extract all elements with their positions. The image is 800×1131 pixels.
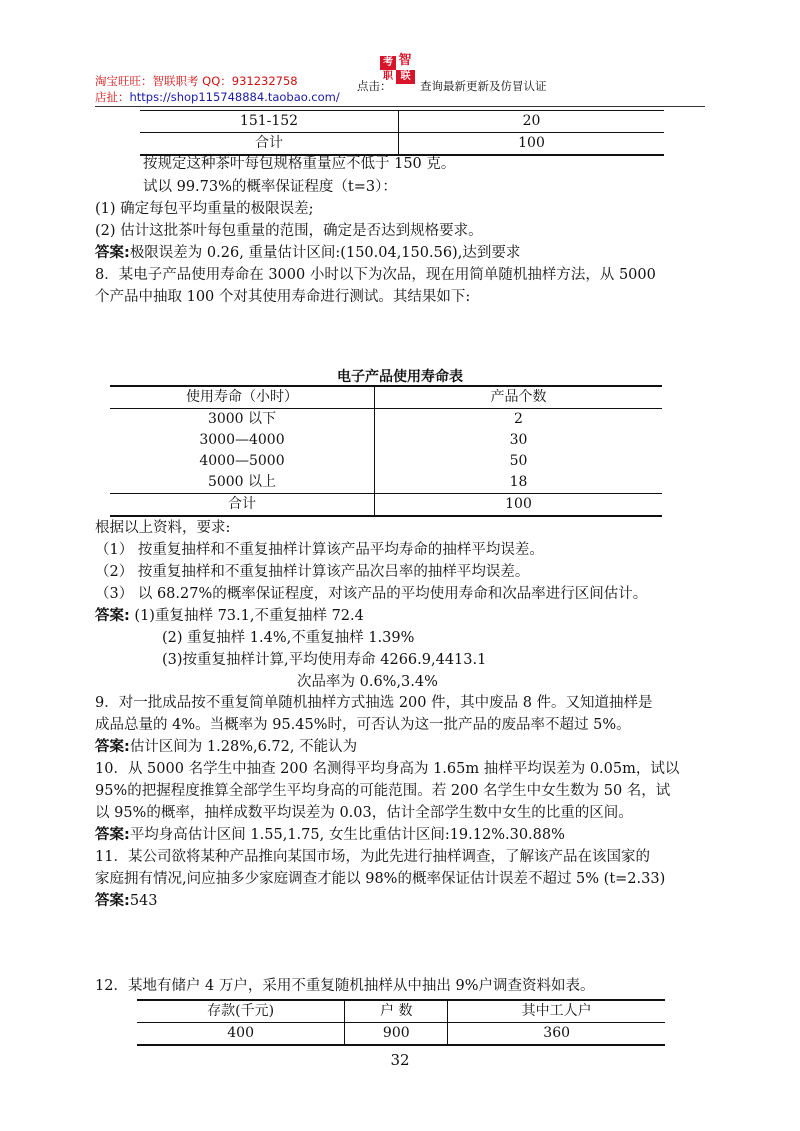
answer-label: 答案: [95,739,130,755]
table-cell: 合计 [110,494,375,517]
q10-line-2: 95%的把握程度推算全部学生平均身高的可能范围。若 200 名学生中女生数为 50 名，试 [95,783,671,799]
table-header-row [137,1000,665,1023]
zhilian-logo[interactable] [380,52,416,86]
table-cell: 30 [509,432,528,448]
q11-answer [95,891,158,911]
table-row [110,451,662,472]
savings-table [137,999,665,1046]
table-cell: 900 [345,1023,448,1046]
table-header-cell: 户 数 [345,1000,448,1023]
table-header-cell: 产品个数 [375,386,663,409]
header-shop-info [95,73,340,105]
table-cell: 20 [399,111,665,133]
page-number: 32 [390,1051,410,1069]
q11-line-2: 家庭拥有情况,问应抽多少家庭调查才能以 98%的概率保证估计误差不超过 5% (t=2.33) [95,871,666,887]
logo-char-2: 智 [398,53,412,68]
q8-req-2: （2） 按重复抽样和不重复抽样计算该产品次吕率的抽样平均误差。 [95,564,530,580]
header-click-label: 点击： [357,79,392,93]
q9-answer [95,737,357,757]
table-cell: 100 [375,494,663,517]
q8-answer-1 [95,606,364,626]
q8-answer-4: 次品率为 0.6%,3.4% [297,674,438,690]
table-header-cell: 其中工人户 [448,1000,665,1023]
answer-text: (1)重复抽样 73.1,不重复抽样 72.4 [134,608,364,624]
table-row [137,1023,665,1046]
q7-line-4: (2) 估计这批茶叶每包重量的范围，确定是否达到规格要求。 [95,223,483,239]
lifespan-table-title: 电子产品使用寿命表 [337,369,463,385]
table-cell: 400 [137,1023,345,1046]
table-cell: 2 [514,411,523,427]
logo-char-3: 职 [383,71,393,82]
table-row [140,111,664,133]
q8-req-1: （1） 按重复抽样和不重复抽样计算该产品平均寿命的抽样平均误差。 [95,542,544,558]
header-divider [95,106,705,107]
table-cell: 151-152 [140,111,399,133]
table-cell: 100 [399,133,665,156]
q7-line-1: 按规定这种茶叶每包规格重量应不低于 150 克。 [143,156,456,172]
table-row [110,409,662,431]
q7-line-2: 试以 99.73%的概率保证程度（t=3）： [143,179,397,195]
header-shop-url[interactable]: https://shop115748884.taobao.com/ [129,90,340,104]
header-url-label: 店扯： [95,90,130,104]
table-cell: 4000—5000 [110,451,375,472]
q10-line-1: 10．从 5000 名学生中抽查 200 名测得平均身高为 1.65m 抽样平均误差为 0.05m，试以 [95,761,680,777]
header-shop-line: 淘宝旺旺：智联职考 QQ：931232758 [95,74,298,88]
q8-line-2: 个产品中抽取 100 个对其使用寿命进行测试。其结果如下: [95,289,471,305]
table-row [110,430,662,451]
logo-char-1: 考 [380,56,396,70]
answer-label: 答案: [95,608,130,624]
table-cell: 50 [509,453,528,469]
table-cell: 3000—4000 [110,430,375,451]
answer-text: 估计区间为 1.28%,6.72, 不能认为 [129,739,358,755]
answer-text: 极限误差为 0.26, 重量估计区间:(150.04,150.56),达到要求 [129,245,521,261]
lifespan-table [110,385,662,517]
answer-text: 543 [129,893,158,909]
table-row [110,472,662,494]
table-total-row [110,494,662,517]
q9-line-2: 成品总量的 4%。当概率为 95.45%时，可否认为这一批产品的废品率不超过 5%。 [95,717,631,733]
answer-text: 平均身高估计区间 1.55,1.75, 女生比重估计区间:19.12%.30.88% [129,827,565,843]
answer-label: 答案: [95,245,130,261]
logo-char-4: 联 [396,70,415,84]
q8-line-1: 8．某电子产品使用寿命在 3000 小时以下为次品，现在用简单随机抽样方法，从 5000 [95,267,656,283]
q7-line-3: (1) 确定每包平均重量的极限误差; [95,201,314,217]
q8-answer-2: (2) 重复抽样 1.4%,不重复抽样 1.39% [162,630,415,646]
table-cell: 3000 以下 [110,409,375,431]
q12-line-1: 12．某地有储户 4 万户，采用不重复随机抽样从中抽出 9%户调查资料如表。 [95,978,595,994]
table-header-cell: 存款(千元) [137,1000,345,1023]
q7-answer [95,243,520,263]
q8-req-3: （3） 以 68.27%的概率保证程度，对该产品的平均使用寿命和次品率进行区间估计。 [95,586,648,602]
q10-answer [95,825,565,845]
q8-requirements: 根据以上资料，要求: [95,520,231,536]
q9-line-1: 9．对一批成品按不重复简单随机抽样方式抽选 200 件，其中废品 8 件。又知道抽样是 [95,695,653,711]
table-header-cell: 使用寿命（小时） [110,386,375,409]
table-header-row [110,386,662,409]
table-cell: 18 [509,474,528,490]
q10-line-3: 以 95%的概率，抽样成数平均误差为 0.03，估计全部学生数中女生的比重的区间。 [95,805,633,821]
table-cell: 5000 以上 [110,472,375,494]
answer-label: 答案: [95,893,130,909]
table-row [140,133,664,156]
q8-answer-3: (3)按重复抽样计算,平均使用寿命 4266.9,4413.1 [162,652,487,668]
answer-label: 答案: [95,827,130,843]
tea-weight-table [140,110,664,156]
q11-line-1: 11．某公司欲将某种产品推向某国市场，为此先进行抽样调查，了解该产品在该国家的 [95,849,650,865]
header-verify-text[interactable]: 查询最新更新及仿冒认证 [420,79,547,93]
table-cell: 合计 [140,133,399,156]
table-cell: 360 [543,1025,571,1041]
